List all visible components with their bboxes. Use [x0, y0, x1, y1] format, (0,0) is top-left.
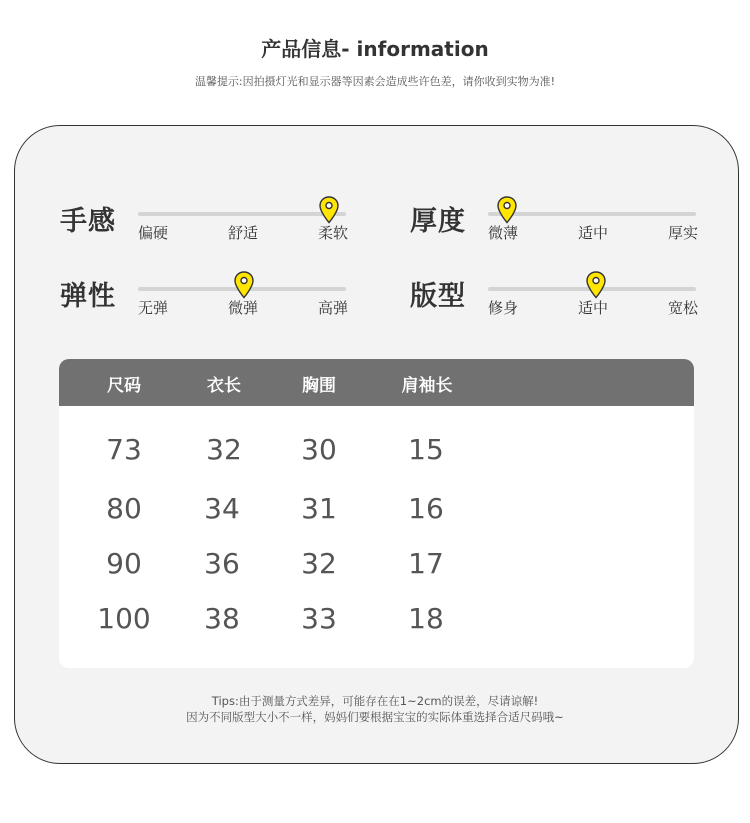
- attribute-hand-feel: [60, 199, 360, 259]
- table-cell: 32: [206, 433, 242, 466]
- attribute-label: 手感: [60, 206, 116, 237]
- slider-track: [138, 212, 346, 216]
- table-row: [59, 547, 694, 587]
- option-label: 适中: [577, 299, 609, 317]
- attribute-label: 弹性: [60, 281, 116, 312]
- option-label: 偏硬: [138, 224, 169, 242]
- table-cell: 31: [301, 492, 337, 525]
- option-labels: [138, 222, 348, 242]
- table-cell: 36: [204, 547, 240, 580]
- table-cell: 32: [301, 547, 337, 580]
- option-label: 高弹: [317, 299, 348, 317]
- color-notice: 温馨提示:因拍摄灯光和显示器等因素会造成些许色差，请你收到实物为准!: [194, 75, 556, 88]
- location-pin-icon: [497, 196, 517, 224]
- slider-track: [138, 287, 346, 291]
- option-label: 柔软: [317, 224, 348, 242]
- option-label: 修身: [488, 299, 519, 317]
- table-cell: 38: [204, 602, 240, 635]
- option-label: 适中: [577, 224, 609, 242]
- option-labels: [138, 297, 348, 317]
- location-pin-icon: [234, 271, 254, 299]
- attribute-label: 厚度: [410, 206, 466, 237]
- option-label: 微弹: [227, 299, 259, 317]
- option-label: 无弹: [138, 299, 169, 317]
- table-cell: 100: [97, 602, 151, 635]
- column-header: 胸围: [302, 376, 336, 396]
- option-label: 宽松: [667, 299, 698, 317]
- slider-track: [488, 287, 696, 291]
- table-cell: 30: [301, 433, 337, 466]
- option-label: 舒适: [227, 224, 259, 242]
- column-header: 尺码: [107, 376, 141, 396]
- attribute-thickness: [410, 199, 710, 259]
- location-pin-icon: [319, 196, 339, 224]
- table-header: [59, 359, 694, 406]
- page-title: 产品信息- information: [261, 37, 489, 61]
- table-cell: 16: [408, 492, 444, 525]
- option-labels: [488, 222, 698, 242]
- size-advice: 因为不同版型大小不一样，妈妈们要根据宝宝的实际体重选择合适尺码哦~: [186, 710, 564, 724]
- column-header: 衣长: [207, 376, 241, 396]
- table-row: [59, 433, 694, 473]
- attribute-label: 版型: [410, 281, 466, 312]
- table-cell: 18: [408, 602, 444, 635]
- measurement-tip: Tips:由于测量方式差异，可能存在在1~2cm的误差，尽请谅解!: [211, 694, 539, 708]
- location-pin-icon: [586, 271, 606, 299]
- table-cell: 80: [106, 492, 142, 525]
- option-label: 厚实: [667, 224, 698, 242]
- size-table: [59, 359, 694, 668]
- slider-track: [488, 212, 696, 216]
- table-cell: 73: [106, 433, 142, 466]
- column-header: 肩袖长: [401, 376, 453, 396]
- table-cell: 90: [106, 547, 142, 580]
- table-row: [59, 492, 694, 532]
- table-row: [59, 602, 694, 642]
- option-labels: [488, 297, 698, 317]
- table-cell: 15: [408, 433, 444, 466]
- attribute-fit: [410, 274, 710, 334]
- option-label: 微薄: [488, 224, 519, 242]
- table-cell: 34: [204, 492, 240, 525]
- table-cell: 17: [408, 547, 444, 580]
- attribute-elasticity: [60, 274, 360, 334]
- table-cell: 33: [301, 602, 337, 635]
